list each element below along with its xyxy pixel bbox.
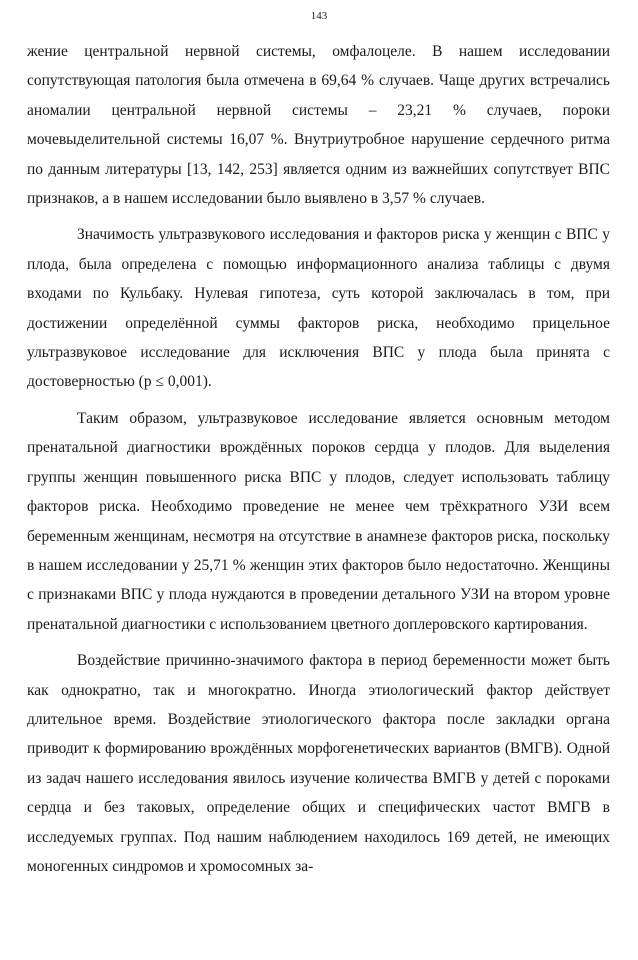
paragraph-2: Значимость ультразвукового исследования и факторов риска у женщин с ВПС у плода, была определена с помощью информационного анализа таблицы с двумя входами по Кульбаку. Нулевая гипотеза, суть которой заключалась в том, при достижении определённой суммы факторов риска, необходимо прицельное ультразвуковое исследование для исключения ВПС у плода была принята с достоверностью (р ≤ 0,001).: [27, 226, 610, 391]
paragraph-4: Воздействие причинно-значимого фактора в период беременности может быть как однократно, так и многократно. Иногда этиологический фактор действует длительное время. Воздействие этиологического фактора после закладки органа приводит к формированию врождённых морфогенетических вариантов (ВМГВ). Одной из задач нашего исследования явилось изучение количества ВМГВ у детей с пороками сердца и без таковых, определение общих и специфических частот ВМГВ в исследуемых группах. Под нашим наблюдением находилось 169 детей, не имеющих моногенных синдромов и хромосомных за-: [27, 652, 610, 875]
paragraph-1: жение центральной нервной системы, омфалоцеле. В нашем исследовании сопутствующая патология была отмечена в 69,64 % случаев. Чаще других встречались аномалии центральной нервной системы – 23,21 % случаев, пороки мочевыделительной системы 16,07 %. Внутриутробное нарушение сердечного ритма по данным литературы [13, 142, 253] является одним из важнейших сопутствует ВПС признаков, а в нашем исследовании было выявлено в 3,57 % случаев.: [27, 43, 610, 208]
document-body: [27, 37, 610, 881]
page-number: 143: [310, 10, 328, 22]
paragraph-3: Таким образом, ультразвуковое исследование является основным методом пренатальной диагностики врождённых пороков сердца у плодов. Для выделения группы женщин повышенного риска ВПС у плодов, следует использовать таблицу факторов риска. Необходимо проведение не менее чем трёхкратного УЗИ всем беременным женщинам, несмотря на отсутствие в анамнезе факторов риска, поскольку в нашем исследовании у 25,71 % женщин этих факторов было недостаточно. Женщины с признаками ВПС у плода нуждаются в проведении детального УЗИ на втором уровне пренатальной диагностики с использованием цветного доплеровского картирования.: [27, 409, 610, 633]
